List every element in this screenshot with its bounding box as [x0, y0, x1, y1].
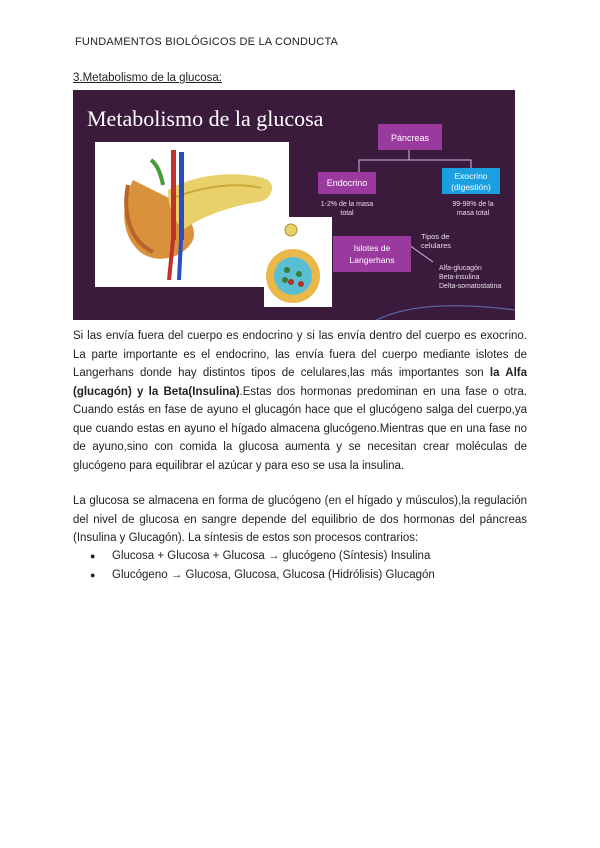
paragraph-1-text-b: .Estas dos hormonas predominan en una fase o otra. Cuando estás en fase de ayuno el glucagón hace que el glucógeno salga del cuerpo,ya que cuando estas en ayuno el hígado almacena glucógeno.Mientras que en una fase no de ayuno,sino con comida la glucosa aumenta y se necesitan crear moléculas de glucógeno para equilibrar el azúcar y para eso se usa la insulina.: [73, 385, 527, 472]
exocrino-label-1: Exocrino: [454, 171, 488, 181]
islotes-label-1: Islotes de: [353, 243, 391, 253]
islotes-label-2: Langerhans: [349, 255, 395, 265]
endocrino-note-2: total: [340, 210, 354, 217]
cell-type-delta: Delta-somatostatina: [439, 283, 502, 290]
paragraph-1-bold: la Alfa (glucagón) y la Beta(Insulina): [73, 367, 527, 398]
list-item: ● Glucógeno → Glucosa, Glucosa, Glucosa (Hidrólisis) Glucagón: [90, 566, 435, 585]
endocrino-note-1: 1-2% de la masa: [320, 201, 374, 208]
exocrino-label-2: (digestión): [451, 182, 491, 192]
slide-diagram: [73, 90, 515, 320]
decorative-arc: [373, 306, 515, 320]
list-item: ● Glucosa + Glucosa + Glucosa → glucógeno (Síntesis) Insulina: [90, 547, 435, 566]
pancreas-label: Páncreas: [390, 133, 430, 143]
paragraph-endocrine: [73, 327, 527, 475]
slide-title: Metabolismo de la glucosa: [87, 106, 324, 131]
islotes-box: [333, 236, 411, 272]
tipos-label-2: celulares: [421, 241, 452, 250]
document-header: FUNDAMENTOS BIOLÓGICOS DE LA CONDUCTA: [75, 36, 339, 48]
islet-illustration: [264, 217, 332, 307]
pancreas-illustration: [95, 142, 289, 287]
tipos-label-1: Tipos de: [421, 232, 450, 241]
endocrino-label: Endocrino: [326, 178, 368, 188]
exocrino-note-2: masa total: [456, 210, 490, 217]
paragraph-1-text-a: Si las envía fuera del cuerpo es endocrino y si las envía dentro del cuerpo es exocrino. La parte importante es el endocrino, las envía fuera del cuerpo mediante islotes de Langerhans donde hay distintos tipos de celulares,las más importantes son: [73, 330, 527, 379]
exocrino-note-1: 99-98% de la: [452, 201, 494, 208]
slide-image: [73, 90, 515, 320]
paragraph-glucose: La glucosa se almacena en forma de glucógeno (en el hígado y músculos),la regulación del nivel de glucosa en sangre depende del equilibrio de dos hormonas del páncreas (Insulina y Glucagón). La síntesis de estos son procesos contrarios:: [73, 495, 527, 544]
section-title: 3.Metabolismo de la glucosa:: [73, 72, 222, 84]
cell-type-alfa: Alfa-glucagón: [439, 265, 482, 272]
process-list: [90, 547, 435, 584]
cell-type-beta: Beta-insulina: [439, 274, 480, 281]
